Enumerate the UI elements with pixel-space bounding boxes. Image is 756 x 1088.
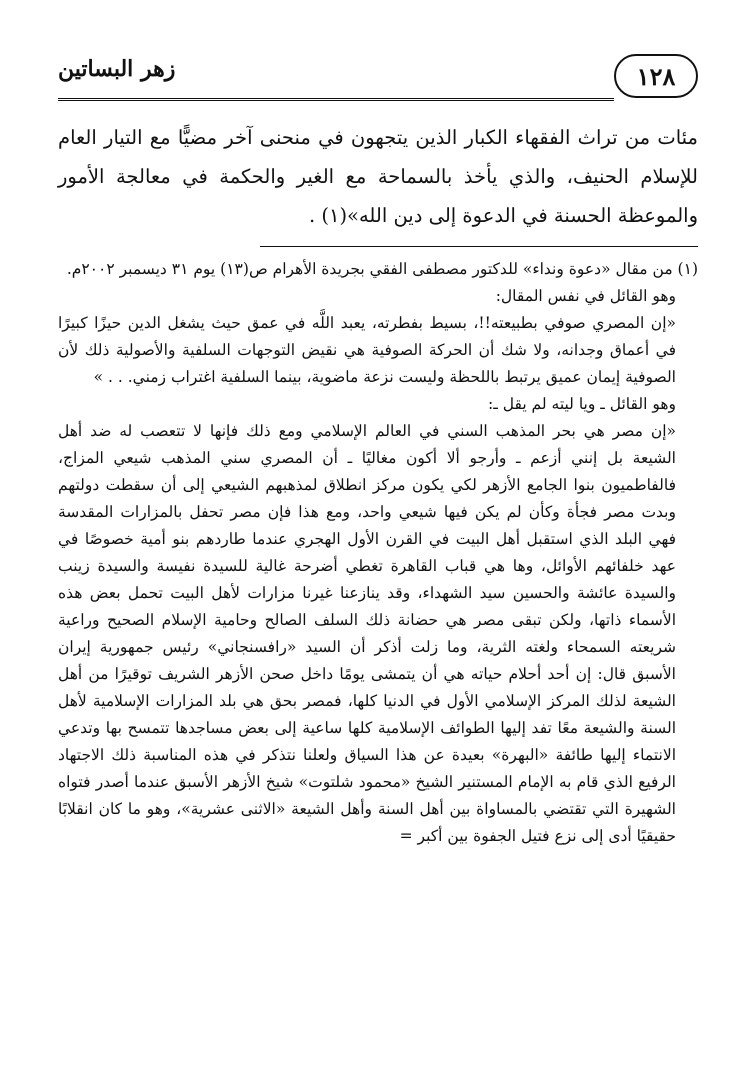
footnote-paragraph: وهو القائل في نفس المقال: <box>495 287 676 305</box>
footnote-paragraph: وهو القائل ـ ويا ليته لم يقل ـ: <box>488 395 676 413</box>
page-number: ١٢٨ <box>614 54 698 98</box>
footnote-quote: «إن المصري صوفي بطبيعته!!، بسيط بفطرته، يعبد اللَّه في عمق حيث يشغل الدين حيزًا كبيرًا في أعماق وجدانه، ولا شك أن الحركة الصوفية هي نقيض التوجهات السلفية والأصولية ذلك لأن الصوفية إيمان عميق يرتبط باللحظة وليست نزعة ماضوية، بينما السلفية اغتراب زمني. . . » <box>58 314 676 386</box>
main-body-text <box>58 118 698 235</box>
header-divider <box>58 98 614 101</box>
footnote-citation: (١) من مقال «دعوة ونداء» للدكتور مصطفى الفقي بجريدة الأهرام ص(١٣) يوم ٣١ ديسمبر ٢٠٠٢م. <box>66 260 698 278</box>
footnote-separator <box>260 246 698 247</box>
body-paragraph: مئات من تراث الفقهاء الكبار الذين يتجهون في منحنى آخر مضيًّا مع التيار العام للإسلام الحنيف، والذي يأخذ بالسماحة مع الغير والحكمة في معالجة الأمور والموعظة الحسنة في الدعوة إلى دين الله»(١) . <box>58 126 698 227</box>
page-header <box>58 54 698 100</box>
book-title: زهر البساتين <box>58 56 176 82</box>
footnote-quote: «إن مصر هي بحر المذهب السني في العالم الإسلامي ومع ذلك فإنها لا تتعصب له ضد أهل الشيعة بل إنني أزعم ـ وأرجو ألا أكون مغاليًا ـ أن المصري سني المذهب شيعي المزاج، فالفاطميون بنوا الجامع الأزهر لكي يكون مركز انطلاق لمذهبهم الشيعي إلى أن سقطت دولتهم وبدت مصر فجأة وكأن لم يكن فيها شيعي واحد، ومع هذا فإن مصر تحفل بالمزارات المقدسة فهي البلد الذي استقبل أهل البيت في القرن الأول الهجري عندما طاردهم بنو أمية خصوصًا في عهد خلفائهم الأوائل، وها هي قباب القاهرة تغطي أضرحة غالية للسيدة نفيسة والسيدة زينب والسيدة عائشة والحسين سيد الشهداء، وقد ينازعنا غيرنا مزارات لأهل البيت تحمل بعض هذه الأسماء ذاتها، ولكن تبقى مصر هي حضانة ذلك السلف الصالح وحامية الإسلام الصحيح وراعية شريعته السمحاء ولغته الثرية، وما زلت أذكر أن السيد «رافسنجاني» رئيس جمهورية إيران الأسبق قال: إن أحد أحلام حياته هي أن يتمشى يومًا داخل صحن الأزهر الشريف توقيرًا من أهل الشيعة لذلك المركز الإسلامي الأول في الدنيا كلها، فمصر بحق هي بلد المزارات الإسلامية لأهل السنة والشيعة معًا تفد إليها الطوائف الإسلامية كلها ساعية إلى بعض مساجدها تتمسح بها وتدعي الانتماء إليها طائفة «البهرة» بعيدة عن هذا السياق ولعلنا نتذكر في هذه المناسبة ذلك الاجتهاد الرفيع الذي قام به الإمام المستنير الشيخ «محمود شلتوت» شيخ الأزهر الأسبق عندما أصدر فتواه الشهيرة التي تقتضي بالمساواة بين أهل السنة وأهل الشيعة «الاثنى عشرية»، وهو ما كان انقلابًا حقيقيًا أدى إلى نزع فتيل الجفوة بين أكبر = <box>58 422 676 845</box>
footnotes-section <box>58 256 698 850</box>
